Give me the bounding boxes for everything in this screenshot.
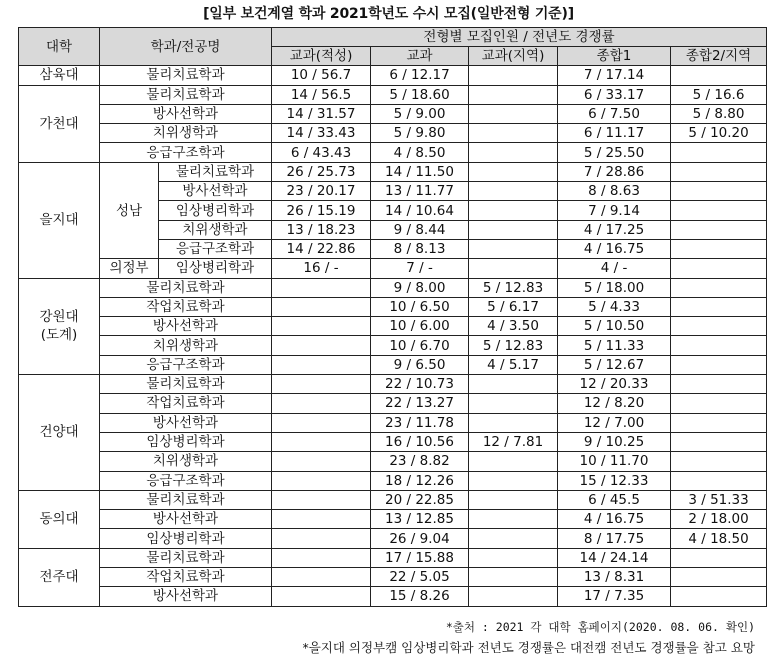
- value-cell: 26 / 15.19: [272, 201, 371, 220]
- value-cell: [469, 510, 558, 529]
- university-name: 전주대: [19, 548, 100, 606]
- value-cell: [671, 259, 767, 278]
- table-row: [19, 568, 767, 587]
- table-row: [19, 394, 767, 413]
- value-cell: 14 / 31.57: [272, 104, 371, 123]
- table-row: [19, 432, 767, 451]
- value-cell: 22 / 10.73: [371, 375, 469, 394]
- department-name: 물리치료학과: [100, 66, 272, 85]
- university-name: 삼육대: [19, 66, 100, 85]
- value-cell: [469, 182, 558, 201]
- value-cell: 12 / 7.81: [469, 432, 558, 451]
- admission-table: [18, 27, 767, 607]
- value-cell: 5 / 12.83: [469, 278, 558, 297]
- university-name: 강원대 (도계): [19, 278, 100, 374]
- value-cell: 6 / 33.17: [558, 85, 671, 104]
- header-group: 전형별 모집인원 / 전년도 경쟁률: [272, 28, 767, 47]
- department-name: 방사선학과: [100, 317, 272, 336]
- value-cell: 5 / 6.17: [469, 297, 558, 316]
- value-cell: [671, 220, 767, 239]
- value-cell: [272, 317, 371, 336]
- department-name: 물리치료학과: [100, 85, 272, 104]
- value-cell: 5 / 9.00: [371, 104, 469, 123]
- university-name: 동의대: [19, 490, 100, 548]
- value-cell: 4 / -: [558, 259, 671, 278]
- value-cell: 14 / 10.64: [371, 201, 469, 220]
- value-cell: 5 / 4.33: [558, 297, 671, 316]
- header-dept: 학과/전공명: [100, 28, 272, 66]
- department-name: 물리치료학과: [100, 278, 272, 297]
- value-cell: 5 / 12.67: [558, 355, 671, 374]
- value-cell: [469, 375, 558, 394]
- value-cell: 5 / 18.60: [371, 85, 469, 104]
- table-row: [19, 104, 767, 123]
- header-univ: 대학: [19, 28, 100, 66]
- value-cell: [469, 452, 558, 471]
- table-row: [19, 548, 767, 567]
- value-cell: [671, 201, 767, 220]
- value-cell: 4 / 17.25: [558, 220, 671, 239]
- value-cell: 17 / 15.88: [371, 548, 469, 567]
- department-name: 물리치료학과: [100, 490, 272, 509]
- value-cell: 23 / 11.78: [371, 413, 469, 432]
- value-cell: [671, 471, 767, 490]
- value-cell: 8 / 8.63: [558, 182, 671, 201]
- value-cell: [671, 568, 767, 587]
- value-cell: [272, 529, 371, 548]
- value-cell: 6 / 11.17: [558, 124, 671, 143]
- department-name: 응급구조학과: [100, 471, 272, 490]
- header-col-3: 교과(지역): [469, 47, 558, 66]
- value-cell: 16 / -: [272, 259, 371, 278]
- value-cell: [671, 239, 767, 258]
- value-cell: 4 / 18.50: [671, 529, 767, 548]
- table-row: [19, 66, 767, 85]
- value-cell: [469, 239, 558, 258]
- university-name: 을지대: [19, 162, 100, 278]
- department-name: 임상병리학과: [100, 529, 272, 548]
- department-name: 응급구조학과: [100, 143, 272, 162]
- value-cell: 15 / 12.33: [558, 471, 671, 490]
- value-cell: [469, 66, 558, 85]
- value-cell: 10 / 6.50: [371, 297, 469, 316]
- table-row: [19, 259, 767, 278]
- value-cell: [469, 568, 558, 587]
- value-cell: [671, 278, 767, 297]
- header-col-4: 종합1: [558, 47, 671, 66]
- value-cell: 3 / 51.33: [671, 490, 767, 509]
- value-cell: 20 / 22.85: [371, 490, 469, 509]
- value-cell: 5 / 9.80: [371, 124, 469, 143]
- value-cell: 10 / 6.00: [371, 317, 469, 336]
- value-cell: [671, 375, 767, 394]
- value-cell: [272, 587, 371, 606]
- value-cell: [469, 201, 558, 220]
- value-cell: [469, 162, 558, 181]
- department-name: 방사선학과: [159, 182, 272, 201]
- value-cell: 5 / 11.33: [558, 336, 671, 355]
- value-cell: [469, 548, 558, 567]
- value-cell: 5 / 25.50: [558, 143, 671, 162]
- value-cell: [469, 143, 558, 162]
- campus-footnote: *을지대 의정부캠 임상병리학과 전년도 경쟁률은 대전캠 전년도 경쟁률을 참고 요망: [302, 640, 755, 655]
- value-cell: [272, 432, 371, 451]
- value-cell: 5 / 16.6: [671, 85, 767, 104]
- table-row: [19, 143, 767, 162]
- value-cell: 23 / 8.82: [371, 452, 469, 471]
- header-row-1: [19, 28, 767, 47]
- value-cell: 8 / 17.75: [558, 529, 671, 548]
- table-row: [19, 317, 767, 336]
- value-cell: 9 / 10.25: [558, 432, 671, 451]
- value-cell: 8 / 8.13: [371, 239, 469, 258]
- university-name: 건양대: [19, 375, 100, 491]
- value-cell: 12 / 7.00: [558, 413, 671, 432]
- value-cell: 4 / 16.75: [558, 239, 671, 258]
- value-cell: [272, 510, 371, 529]
- value-cell: 15 / 8.26: [371, 587, 469, 606]
- department-name: 임상병리학과: [100, 432, 272, 451]
- header-col-1: 교과(적성): [272, 47, 371, 66]
- department-name: 방사선학과: [100, 413, 272, 432]
- department-name: 임상병리학과: [159, 201, 272, 220]
- department-name: 물리치료학과: [159, 162, 272, 181]
- table-row: [19, 85, 767, 104]
- value-cell: 6 / 45.5: [558, 490, 671, 509]
- department-name: 응급구조학과: [100, 355, 272, 374]
- department-name: 임상병리학과: [159, 259, 272, 278]
- value-cell: [469, 529, 558, 548]
- value-cell: [272, 548, 371, 567]
- value-cell: [272, 355, 371, 374]
- table-row: [19, 278, 767, 297]
- value-cell: [671, 355, 767, 374]
- department-name: 작업치료학과: [100, 568, 272, 587]
- source-footnote: *출처 : 2021 각 대학 홈페이지(2020. 08. 06. 확인): [445, 620, 755, 634]
- value-cell: [671, 66, 767, 85]
- value-cell: 14 / 24.14: [558, 548, 671, 567]
- value-cell: [469, 85, 558, 104]
- value-cell: 14 / 22.86: [272, 239, 371, 258]
- value-cell: 14 / 56.5: [272, 85, 371, 104]
- table-row: [19, 529, 767, 548]
- value-cell: [671, 336, 767, 355]
- value-cell: 7 / -: [371, 259, 469, 278]
- value-cell: [272, 452, 371, 471]
- value-cell: 4 / 5.17: [469, 355, 558, 374]
- department-name: 방사선학과: [100, 104, 272, 123]
- value-cell: [469, 587, 558, 606]
- table-row: [19, 510, 767, 529]
- value-cell: 13 / 18.23: [272, 220, 371, 239]
- value-cell: 5 / 10.20: [671, 124, 767, 143]
- table-row: [19, 471, 767, 490]
- value-cell: [671, 317, 767, 336]
- table-row: [19, 375, 767, 394]
- value-cell: [671, 413, 767, 432]
- header-col-2: 교과: [371, 47, 469, 66]
- value-cell: 10 / 6.70: [371, 336, 469, 355]
- department-name: 치위생학과: [159, 220, 272, 239]
- value-cell: 10 / 56.7: [272, 66, 371, 85]
- value-cell: [272, 413, 371, 432]
- value-cell: [671, 587, 767, 606]
- value-cell: [272, 336, 371, 355]
- value-cell: 5 / 8.80: [671, 104, 767, 123]
- table-body: [19, 66, 767, 606]
- table-row: [19, 413, 767, 432]
- table-row: [19, 297, 767, 316]
- value-cell: [469, 124, 558, 143]
- value-cell: 6 / 43.43: [272, 143, 371, 162]
- department-name: 응급구조학과: [159, 239, 272, 258]
- value-cell: [469, 259, 558, 278]
- value-cell: 9 / 8.44: [371, 220, 469, 239]
- page-title: [일부 보건계열 학과 2021학년도 수시 모집(일반전형 기준)]: [203, 6, 574, 22]
- value-cell: 23 / 20.17: [272, 182, 371, 201]
- department-name: 치위생학과: [100, 124, 272, 143]
- value-cell: [272, 278, 371, 297]
- value-cell: 7 / 28.86: [558, 162, 671, 181]
- table-row: [19, 355, 767, 374]
- value-cell: [469, 220, 558, 239]
- value-cell: [671, 394, 767, 413]
- value-cell: [272, 375, 371, 394]
- value-cell: 4 / 3.50: [469, 317, 558, 336]
- value-cell: 7 / 17.14: [558, 66, 671, 85]
- department-name: 치위생학과: [100, 452, 272, 471]
- value-cell: [272, 568, 371, 587]
- value-cell: 22 / 5.05: [371, 568, 469, 587]
- value-cell: 17 / 7.35: [558, 587, 671, 606]
- value-cell: 5 / 18.00: [558, 278, 671, 297]
- table-row: [19, 124, 767, 143]
- department-name: 작업치료학과: [100, 297, 272, 316]
- value-cell: [671, 162, 767, 181]
- value-cell: 26 / 25.73: [272, 162, 371, 181]
- value-cell: 18 / 12.26: [371, 471, 469, 490]
- value-cell: 13 / 11.77: [371, 182, 469, 201]
- value-cell: 6 / 12.17: [371, 66, 469, 85]
- value-cell: 22 / 13.27: [371, 394, 469, 413]
- campus-name: 의정부: [100, 259, 159, 278]
- value-cell: 7 / 9.14: [558, 201, 671, 220]
- table-row: [19, 490, 767, 509]
- value-cell: [671, 452, 767, 471]
- department-name: 작업치료학과: [100, 394, 272, 413]
- university-name: 가천대: [19, 85, 100, 162]
- value-cell: 26 / 9.04: [371, 529, 469, 548]
- table-row: [19, 162, 767, 181]
- value-cell: [671, 297, 767, 316]
- value-cell: 12 / 20.33: [558, 375, 671, 394]
- value-cell: [671, 143, 767, 162]
- value-cell: [469, 394, 558, 413]
- value-cell: 9 / 8.00: [371, 278, 469, 297]
- value-cell: [272, 471, 371, 490]
- value-cell: 13 / 12.85: [371, 510, 469, 529]
- value-cell: [671, 548, 767, 567]
- value-cell: 2 / 18.00: [671, 510, 767, 529]
- value-cell: 5 / 12.83: [469, 336, 558, 355]
- department-name: 치위생학과: [100, 336, 272, 355]
- value-cell: [272, 490, 371, 509]
- department-name: 방사선학과: [100, 510, 272, 529]
- department-name: 물리치료학과: [100, 548, 272, 567]
- value-cell: [469, 490, 558, 509]
- value-cell: 16 / 10.56: [371, 432, 469, 451]
- value-cell: [272, 297, 371, 316]
- campus-name: 성남: [100, 162, 159, 258]
- value-cell: 14 / 11.50: [371, 162, 469, 181]
- table-row: [19, 587, 767, 606]
- value-cell: 4 / 8.50: [371, 143, 469, 162]
- value-cell: 13 / 8.31: [558, 568, 671, 587]
- value-cell: [272, 394, 371, 413]
- value-cell: [671, 182, 767, 201]
- header-col-5: 종합2/지역: [671, 47, 767, 66]
- value-cell: 5 / 10.50: [558, 317, 671, 336]
- value-cell: 14 / 33.43: [272, 124, 371, 143]
- value-cell: [469, 471, 558, 490]
- table-row: [19, 452, 767, 471]
- value-cell: 10 / 11.70: [558, 452, 671, 471]
- department-name: 방사선학과: [100, 587, 272, 606]
- value-cell: 6 / 7.50: [558, 104, 671, 123]
- value-cell: [671, 432, 767, 451]
- value-cell: 12 / 8.20: [558, 394, 671, 413]
- value-cell: 9 / 6.50: [371, 355, 469, 374]
- value-cell: 4 / 16.75: [558, 510, 671, 529]
- table-row: [19, 336, 767, 355]
- value-cell: [469, 413, 558, 432]
- value-cell: [469, 104, 558, 123]
- department-name: 물리치료학과: [100, 375, 272, 394]
